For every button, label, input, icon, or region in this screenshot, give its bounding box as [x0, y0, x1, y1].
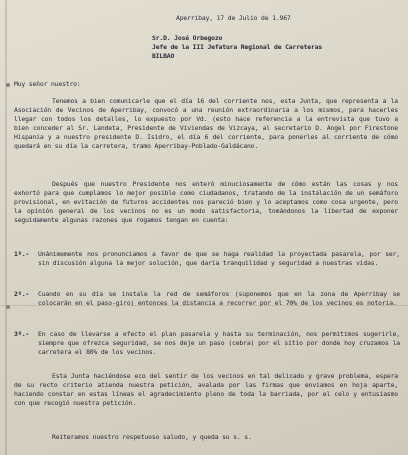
recipient-name: Sr.D. José Orbegozo [152, 34, 223, 42]
paragraph-1: Tenemos a bien comunicarle que el día 16 del corriente nos, esta Junta, que representa a la Asociación de Vecinos de Aperribay, convocó a una reunión extraordinaria a los mismos, para hacerles llegar con todos los detalles, lo expuesto por Vd. (esto hace referencia a la entrevista que tuvo a bien conceder al Sr. Landeta, Presidente de Viviendas de Vizcaya, al secretario D. Angel por Firestone Hispania y a nuestro presidente D. Isidro, el día 6 del corriente, para ponerles al corriente de cómo quedará en su día la carretera, tramo Aperribay-Poblado-Galdácano. [14, 97, 398, 150]
punch-hole-upper [6, 83, 10, 87]
recipient-city: BILBAO [152, 52, 175, 60]
paragraph-2: Después que nuestro Presidente nos enteró minuciosamente de cómo están las cosas y nos exhortó para que cumplamos lo mejor posible como ciudadanos, tratando de la instalación de un semáforo provisional, en evitación de futuros accidentes nos pareció bien y lo aceptamos como cosa urgente, pero la opinión general de los vecinos no es un modo satisfactoria, tomándonos la libertad de exponer seguidamente algunas razones que rogamos tengan en cuenta: [14, 180, 398, 224]
paper-fold-vertical [5, 0, 7, 455]
point-1-text: Unánimemente nos pronunciamos a favor de que se haga realidad la proyectada pasarela, por ser, sin discusión alguna la mejor solución, que daría tranquilidad y seguridad a nuestras vidas. [38, 250, 400, 267]
paragraph-3: Esta Junta haciéndose eco del sentir de los vecinos en tal delicado y grave problema, espera de su recto criterio atienda nuestra petición, avalada por las firmas que enviamos en hoja aparte, haciendo constar en estas líneas el agradecimiento pleno de toda la barriada, por el celo y entusiasmo con que recogió nuestra petición. [14, 372, 398, 407]
point-3-text: En caso de llevarse a efecto el plan pasarela y hasta su terminación, nos permitimos sugerirle, siempre que ofrezca seguridad, se nos deje un paso (cebra) por el sitio por donde hoy cruzamos la carretera el 80% de los vecinos. [38, 330, 400, 356]
point-3-number: 3º.- [14, 330, 30, 338]
date-line: Aperribay, 17 de Julio de 1.967 [176, 14, 291, 22]
point-2-number: 2º.- [14, 290, 30, 298]
sign-off: Reiteramos nuestro respetuoso saludo, y queda su s. s. [52, 433, 252, 441]
point-1-number: 1º.- [14, 250, 30, 258]
punch-hole-lower [6, 305, 10, 309]
recipient-title: Jefe de la III Jefatura Regional de Carreteras [152, 43, 323, 51]
point-2-text: Cuando en su día se instale la red de semáforos (suponemos que en la zona de Aperribay se colocarán en el paso-giro) entonces la distancia a recorrer por el 70% de los vecinos es notoria. [38, 290, 400, 307]
salutation: Muy señor nuestro: [14, 80, 81, 88]
